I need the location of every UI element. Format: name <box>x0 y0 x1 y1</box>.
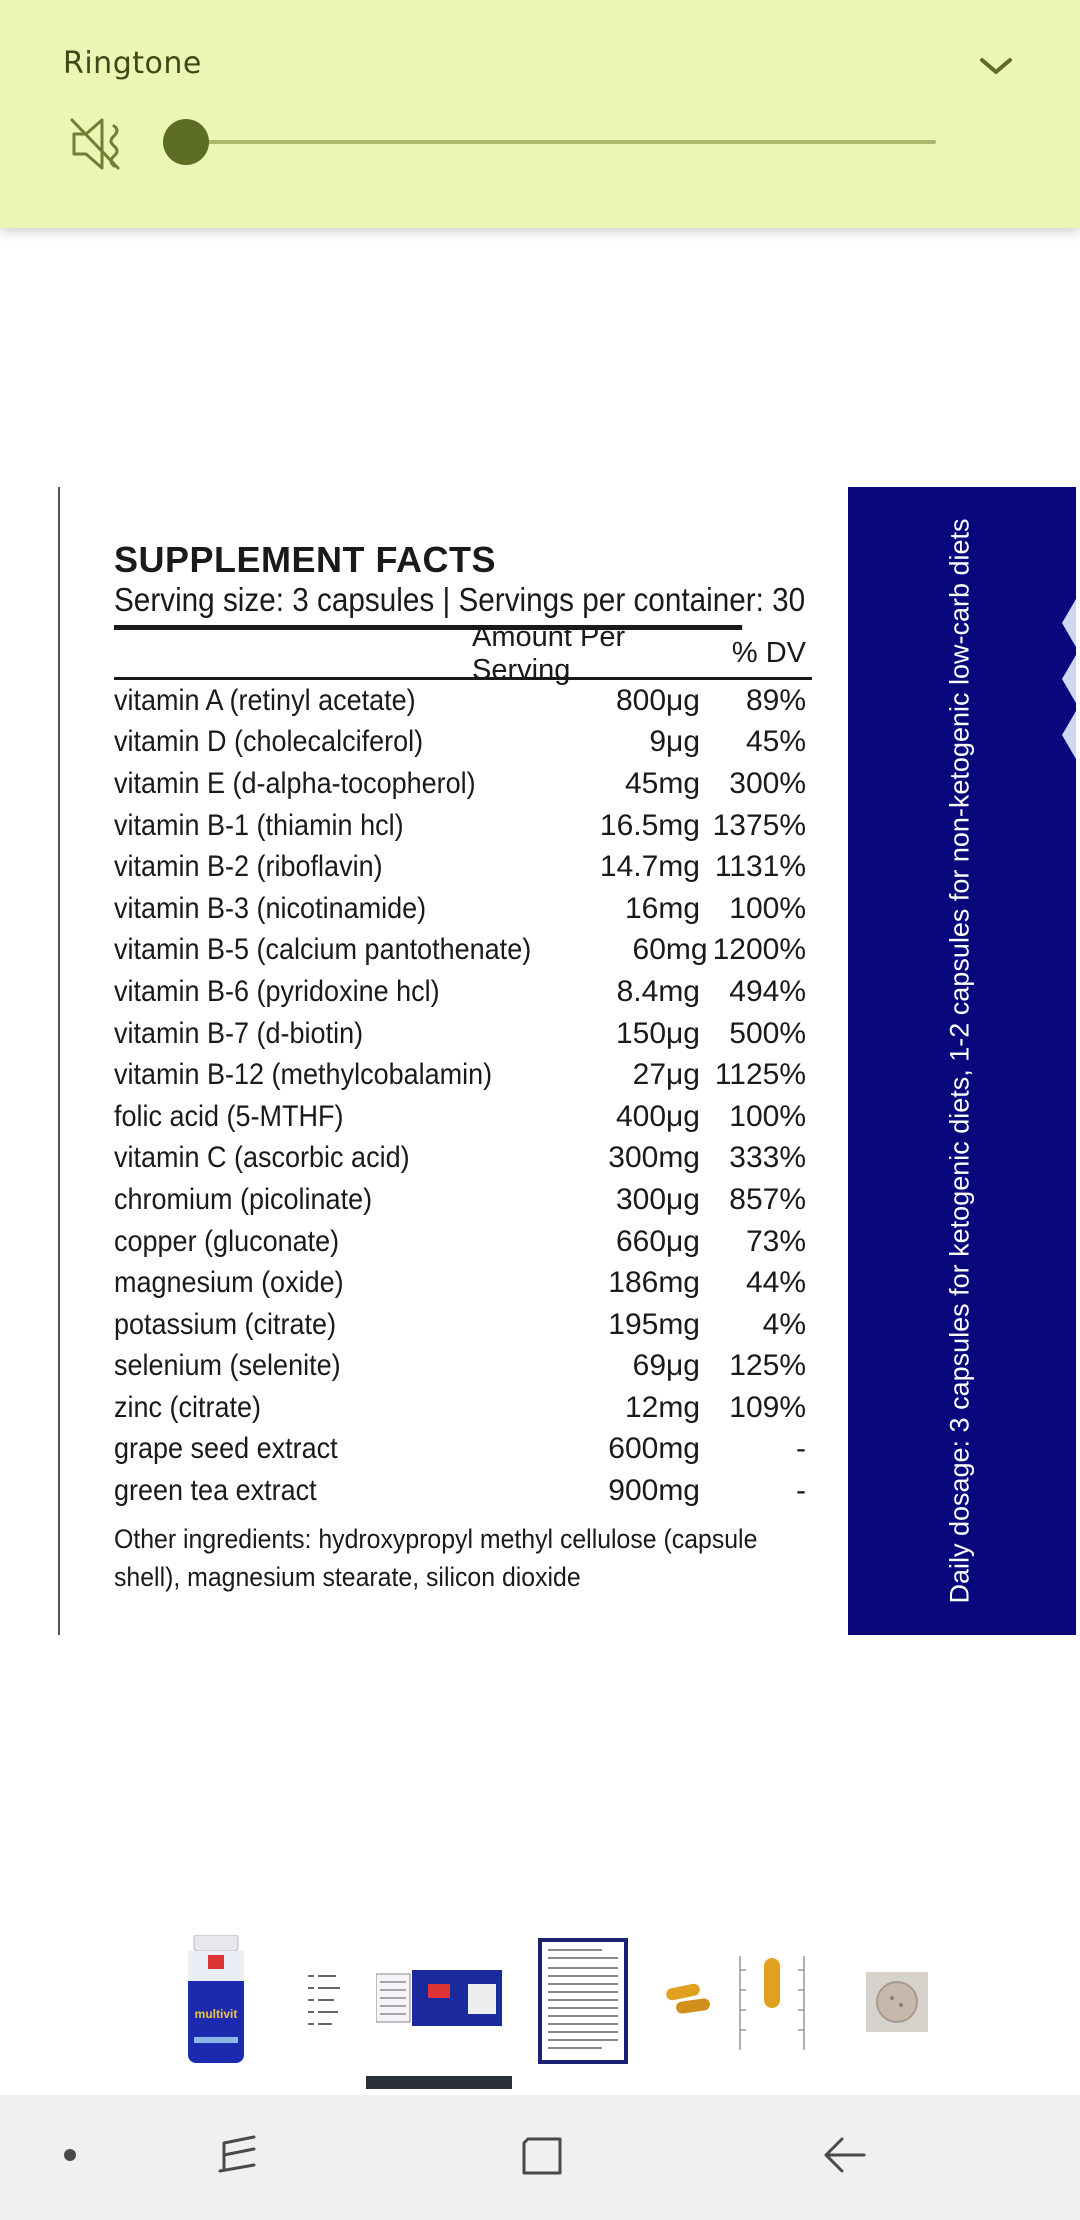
selected-thumbnail-indicator <box>366 2076 512 2089</box>
band-notch <box>1062 655 1076 703</box>
nutrient-row <box>114 1054 812 1096</box>
ringtone-volume-panel <box>0 0 1080 228</box>
nutrient-dv: 109% <box>729 1390 806 1424</box>
nutrient-row <box>114 1429 812 1471</box>
facts-header-row <box>114 620 812 686</box>
dosage-text: Daily dosage: 3 capsules for ketogenic diets, 1-2 capsules for non-ketogenic low-carb diets <box>944 518 975 1604</box>
nutrient-dv: 300% <box>729 766 806 800</box>
nutrient-row <box>114 1304 812 1346</box>
facts-rows <box>114 680 894 1512</box>
nutrient-dv: 4% <box>762 1307 806 1341</box>
capsules-thumbnail[interactable] <box>664 1982 714 2018</box>
nutrient-name: selenium (selenite) <box>114 1349 341 1383</box>
volume-slider-track[interactable] <box>186 140 936 144</box>
nutrient-name: copper (gluconate) <box>114 1224 340 1258</box>
nutrient-name: vitamin E (d-alpha-tocopherol) <box>114 766 476 800</box>
serving-info: Serving size: 3 capsules | Servings per container: 30 <box>114 581 742 630</box>
bottle-thumbnail[interactable] <box>180 1935 252 2067</box>
product-image-supplement-facts[interactable] <box>58 487 1076 1635</box>
band-notch <box>1062 599 1076 647</box>
nutrient-dv: 44% <box>745 1266 806 1300</box>
nutrient-amount: 69μg <box>632 1349 700 1383</box>
nutrient-name: vitamin B-12 (methylcobalamin) <box>114 1058 493 1092</box>
image-edge-divider <box>58 487 60 1635</box>
nutrient-row <box>114 1387 812 1429</box>
home-icon[interactable] <box>518 2133 566 2181</box>
nutrient-dv: 125% <box>729 1349 806 1383</box>
volume-slider-thumb[interactable] <box>163 119 209 165</box>
facts-title: SUPPLEMENT FACTS <box>114 539 497 580</box>
nutrient-amount: 150μg <box>615 1016 700 1050</box>
nutrient-amount: 60mg <box>632 933 708 967</box>
nutrient-row <box>114 1096 812 1138</box>
nutrient-row <box>114 680 812 722</box>
nutrient-dv: 100% <box>729 891 806 925</box>
nutrient-name: grape seed extract <box>114 1432 338 1466</box>
dosage-band <box>848 487 1076 1635</box>
chevron-down-icon[interactable] <box>972 48 1020 88</box>
nutrient-name: magnesium (oxide) <box>114 1266 344 1300</box>
nutrient-name: chromium (picolinate) <box>114 1182 373 1216</box>
nutrient-dv: 857% <box>729 1182 806 1216</box>
nutrient-amount: 195mg <box>608 1307 700 1341</box>
header-dv: % DV <box>731 637 806 669</box>
nutrient-name: potassium (citrate) <box>114 1307 337 1341</box>
nutrient-row <box>114 805 812 847</box>
other-ingredients: Other ingredients: hydroxypropyl methyl cellulose (capsule shell), magnesium stearate, silicon dioxide <box>114 1523 758 1592</box>
label-spread-thumbnail[interactable] <box>376 1970 502 2026</box>
volume-panel-title: Ringtone <box>63 46 202 81</box>
nutrient-dv: - <box>796 1432 806 1466</box>
nutrient-row <box>114 888 812 930</box>
nutrient-row <box>114 971 812 1013</box>
nutrient-amount: 300mg <box>608 1141 700 1175</box>
nutrient-amount: 27μg <box>632 1058 700 1092</box>
nutrient-dv: 1131% <box>714 850 806 884</box>
nutrient-amount: 8.4mg <box>616 974 700 1008</box>
nutrient-name: vitamin B-3 (nicotinamide) <box>114 891 427 925</box>
nutrient-dv: 500% <box>729 1016 806 1050</box>
nutrient-row <box>114 1179 812 1221</box>
nutrient-name: vitamin B-1 (thiamin hcl) <box>114 808 404 842</box>
nutrient-amount: 45mg <box>624 766 700 800</box>
nutrient-amount: 14.7mg <box>599 850 700 884</box>
bottle-label-text: multivit <box>194 2007 238 2021</box>
nutrient-dv: - <box>796 1474 806 1508</box>
nutrient-name: vitamin C (ascorbic acid) <box>114 1141 410 1175</box>
nutrient-amount: 900mg <box>608 1474 700 1508</box>
nutrient-name: vitamin B-5 (calcium pantothenate) <box>114 933 532 967</box>
nutrient-amount: 9μg <box>649 725 700 759</box>
volume-muted-icon[interactable] <box>70 116 136 172</box>
nutrient-name: vitamin B-7 (d-biotin) <box>114 1016 364 1050</box>
nutrient-dv: 89% <box>745 683 806 717</box>
nutrient-dv: 333% <box>729 1141 806 1175</box>
nutrient-row <box>114 722 812 764</box>
nutrient-dv: 45% <box>745 725 806 759</box>
nutrient-row <box>114 846 812 888</box>
recent-apps-icon[interactable] <box>214 2133 262 2177</box>
supplement-facts-thumbnail[interactable] <box>538 1938 628 2064</box>
nutrient-dv: 1375% <box>712 808 806 842</box>
capsule-size-thumbnail[interactable] <box>734 1950 810 2054</box>
nutrient-name: green tea extract <box>114 1474 317 1508</box>
nutrient-name: zinc (citrate) <box>114 1390 262 1424</box>
nutrient-amount: 400μg <box>615 1099 700 1133</box>
pill-thumbnail[interactable] <box>866 1972 928 2032</box>
nutrient-row <box>114 1470 812 1512</box>
nutrient-dv: 1200% <box>712 933 806 967</box>
nutrient-amount: 16.5mg <box>599 808 700 842</box>
nutrient-dv: 1125% <box>714 1058 806 1092</box>
back-icon[interactable] <box>820 2131 868 2179</box>
header-amount: Amount Per Serving <box>472 620 626 686</box>
band-notch <box>1062 711 1076 759</box>
navigation-bar <box>0 2095 1080 2220</box>
nutrient-amount: 300μg <box>615 1182 700 1216</box>
nutrient-name: vitamin D (cholecalciferol) <box>114 725 424 759</box>
nutrient-row <box>114 1346 812 1388</box>
nutrient-row <box>114 1013 812 1055</box>
nutrient-row <box>114 930 812 972</box>
nutrient-amount: 16mg <box>624 891 700 925</box>
nutrient-row <box>114 1138 812 1180</box>
nutrient-amount: 186mg <box>608 1266 700 1300</box>
nutrient-amount: 600mg <box>608 1432 700 1466</box>
nutrient-name: vitamin B-2 (riboflavin) <box>114 850 383 884</box>
nutrient-name: folic acid (5-MTHF) <box>114 1099 344 1133</box>
supplement-facts-panel <box>114 539 894 1596</box>
checklist-thumbnail[interactable] <box>306 1970 342 2030</box>
nutrient-name: vitamin B-6 (pyridoxine hcl) <box>114 974 440 1008</box>
nutrient-row <box>114 1221 812 1263</box>
nutrient-name: vitamin A (retinyl acetate) <box>114 683 416 717</box>
nutrient-row <box>114 763 812 805</box>
dot-icon[interactable] <box>62 2147 78 2163</box>
nutrient-amount: 800μg <box>615 683 700 717</box>
nutrient-row <box>114 1262 812 1304</box>
nutrient-dv: 100% <box>729 1099 806 1133</box>
nutrient-dv: 494% <box>729 974 806 1008</box>
nutrient-amount: 660μg <box>615 1224 700 1258</box>
nutrient-dv: 73% <box>745 1224 806 1258</box>
nutrient-amount: 12mg <box>624 1390 700 1424</box>
